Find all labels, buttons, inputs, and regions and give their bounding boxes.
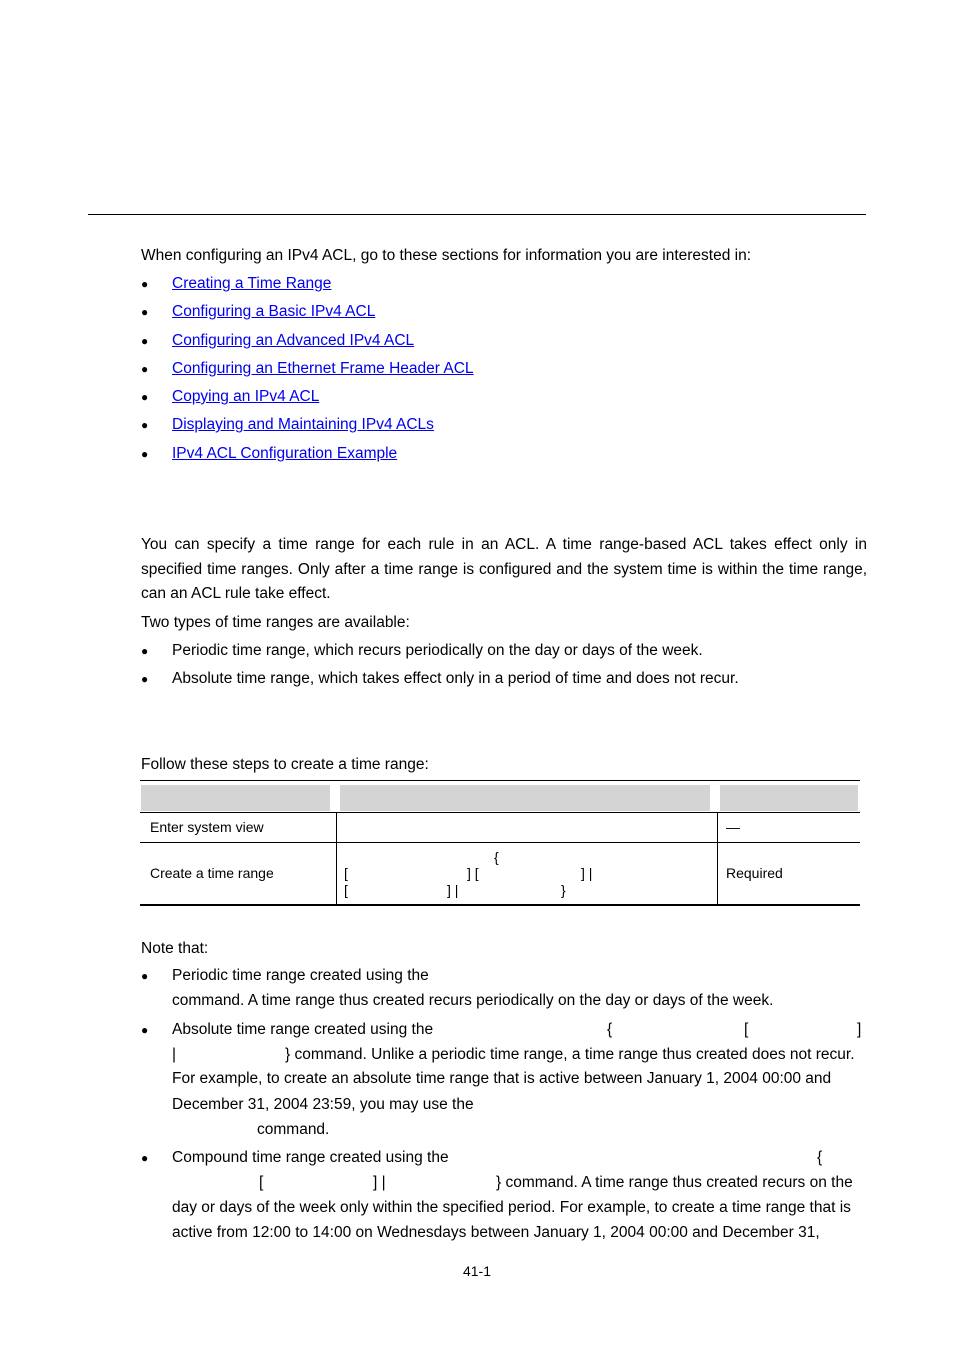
note-2-frag: [ [744,1021,749,1038]
link-ethernet-frame-header-acl[interactable]: Configuring an Ethernet Frame Header ACL [172,360,474,377]
link-basic-ipv4-acl[interactable]: Configuring a Basic IPv4 ACL [172,303,376,320]
bullet-icon: ● [141,1023,149,1037]
section-rule [88,214,866,215]
table-bottom-rule [140,904,860,906]
table-divider [140,842,860,843]
list-item-text: Absolute time range, which takes effect only in a period of time and does not recur. [172,670,739,687]
time-range-types-intro: Two types of time ranges are available: [141,614,410,631]
table-row-1-todo: Enter system view [150,819,264,835]
table-header [140,780,860,813]
header-cell [340,785,710,811]
note-3-frag: ] | [373,1174,386,1191]
note-3-line-2: } command. A time range thus created recurs on the [496,1174,853,1191]
page-number: 41-1 [462,1263,492,1279]
command-fragment: [ [344,865,348,881]
link-displaying-maintaining[interactable]: Displaying and Maintaining IPv4 ACLs [172,416,434,433]
note-2-line-5: command. [257,1121,330,1138]
command-fragment: ] | [447,882,459,898]
note-2-line-4: December 31, 2004 23:59, you may use the [172,1096,474,1113]
note-2-frag: | [172,1046,177,1063]
note-3-frag: [ [259,1174,264,1191]
note-2-line-3: For example, to create an absolute time range that is active between January 1, 2004 00:00 and [172,1070,832,1087]
link-copying-ipv4-acl[interactable]: Copying an IPv4 ACL [172,388,320,405]
command-fragment: { [494,849,499,865]
table-divider [140,812,860,813]
list-item-text: Periodic time range, which recurs periodically on the day or days of the week. [172,642,703,659]
column-divider [336,812,337,905]
table-row-2-remarks: Required [726,865,783,881]
note-3-line-4: active from 12:00 to 14:00 on Wednesdays between January 1, 2004 00:00 and December 31, [172,1224,820,1241]
command-fragment: [ [344,882,348,898]
table-row-1-remarks: — [726,819,740,835]
note-2-line-2: } command. Unlike a periodic time range, a time range thus created does not recur. [285,1046,855,1063]
command-fragment: } [561,882,566,898]
intro-text: When configuring an IPv4 ACL, go to these sections for information you are interested in: [141,247,752,264]
steps-intro: Follow these steps to create a time range: [141,756,429,773]
column-divider [717,812,718,905]
link-configuration-example[interactable]: IPv4 ACL Configuration Example [172,445,398,462]
notes-intro: Note that: [141,940,209,957]
bullet-icon: ● [141,969,149,983]
time-range-paragraph: You can specify a time range for each rule in an ACL. A time range-based ACL takes effect only in specified time ranges. Only after a time range is configured and the system time is within the time range, can an ACL rule take effect. [141,536,867,602]
header-cell [141,785,330,811]
note-3-frag: { [817,1149,823,1166]
link-creating-time-range[interactable]: Creating a Time Range [172,275,332,292]
note-2-line-1: Absolute time range created using the [172,1021,434,1038]
link-advanced-ipv4-acl[interactable]: Configuring an Advanced IPv4 ACL [172,332,415,349]
note-1-line-1: Periodic time range created using the [172,967,429,984]
table-row-2-todo: Create a time range [150,865,274,881]
command-fragment: ] | [581,865,593,881]
note-1-line-2: command. A time range thus created recurs periodically on the day or days of the week. [172,992,774,1009]
header-cell [720,785,858,811]
note-2-frag: { [607,1021,613,1038]
bullet-icon: ● [141,1151,149,1165]
command-fragment: ] [ [467,865,479,881]
note-3-line-1: Compound time range created using the [172,1149,449,1166]
note-2-frag: ] [857,1021,862,1038]
note-3-line-3: day or days of the week only within the specified period. For example, to create a time range that is [172,1199,851,1216]
